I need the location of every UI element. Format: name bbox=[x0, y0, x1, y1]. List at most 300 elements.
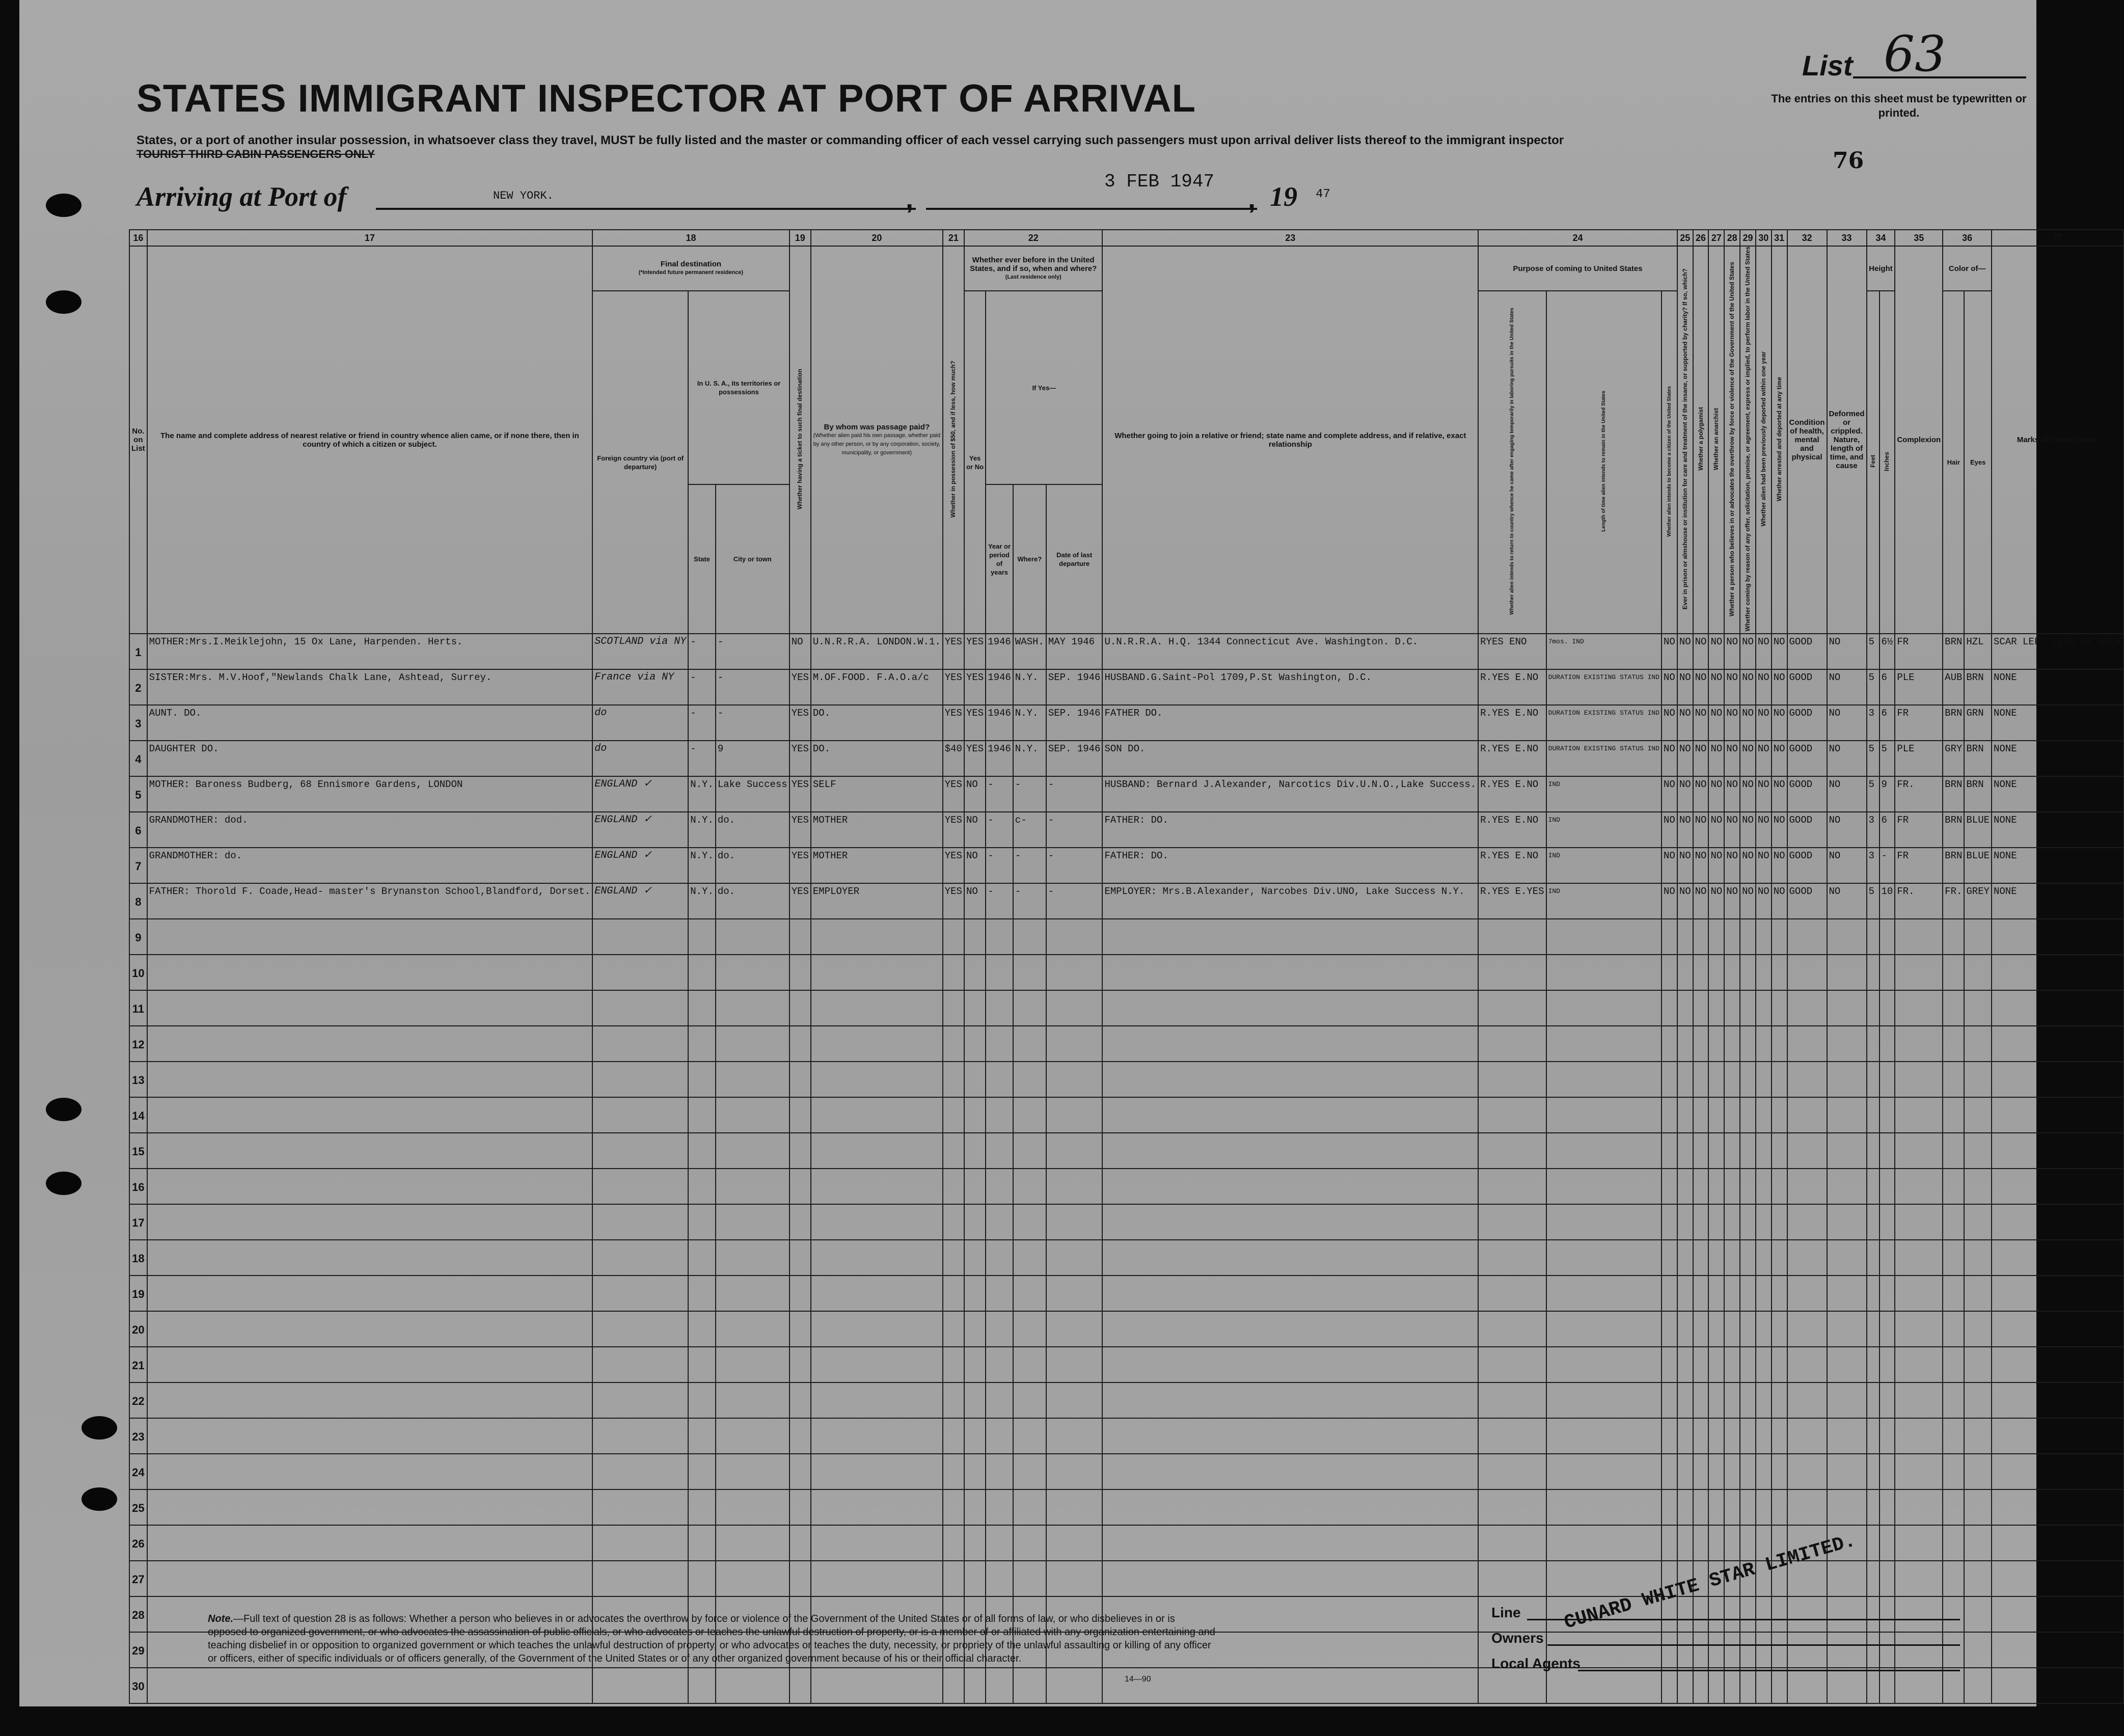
q31-cell: NO bbox=[1772, 741, 1787, 776]
blank-row bbox=[129, 1097, 2123, 1133]
polygamist-cell: NO bbox=[1693, 883, 1709, 919]
header-c28: Whether a person who believes in or advocates the overthrow by force or violence of the Government of the United States bbox=[1724, 246, 1740, 634]
empty-cell bbox=[147, 1382, 593, 1418]
empty-cell bbox=[789, 1382, 811, 1418]
empty-cell bbox=[1880, 1347, 1895, 1382]
empty-cell bbox=[1662, 1418, 1677, 1454]
foreign-country-cell: ENGLAND ✓ bbox=[592, 883, 688, 919]
row-number: 2 bbox=[129, 669, 147, 705]
purpose-c-cell: NO bbox=[1662, 669, 1677, 705]
empty-cell bbox=[1046, 990, 1103, 1026]
empty-cell bbox=[1693, 1454, 1709, 1489]
page-number: 76 bbox=[1833, 148, 1864, 174]
empty-cell bbox=[1964, 1311, 1992, 1347]
empty-cell bbox=[716, 1561, 789, 1596]
empty-cell bbox=[1867, 1347, 1880, 1382]
empty-cell bbox=[1693, 1525, 1709, 1561]
before-us-cell: NO bbox=[964, 812, 986, 848]
empty-cell bbox=[986, 1026, 1013, 1062]
empty-cell bbox=[964, 1133, 986, 1169]
empty-cell bbox=[592, 1418, 688, 1454]
empty-cell bbox=[1546, 1489, 1662, 1525]
empty-cell bbox=[1867, 1454, 1880, 1489]
blank-row bbox=[129, 919, 2123, 955]
empty-cell bbox=[1708, 1097, 1724, 1133]
money-cell: $40 bbox=[943, 741, 964, 776]
year-cell: 1946 bbox=[986, 669, 1013, 705]
list-label: List bbox=[1802, 49, 1853, 82]
blank-row bbox=[129, 1418, 2123, 1454]
header-c26: Whether a polygamist bbox=[1693, 246, 1709, 634]
empty-cell bbox=[1740, 1418, 1756, 1454]
empty-cell bbox=[1964, 955, 1992, 990]
anarchist-cell: NO bbox=[1708, 776, 1724, 812]
q28-cell: NO bbox=[1724, 634, 1740, 669]
empty-cell bbox=[1880, 919, 1895, 955]
row-number: 18 bbox=[129, 1240, 147, 1276]
empty-cell bbox=[1662, 1133, 1677, 1169]
empty-cell bbox=[811, 919, 943, 955]
empty-cell bbox=[1895, 1382, 1943, 1418]
row-number: 1 bbox=[129, 634, 147, 669]
empty-cell bbox=[1708, 1276, 1724, 1311]
empty-cell bbox=[986, 1276, 1013, 1311]
column-number: 21 bbox=[943, 230, 964, 246]
empty-cell bbox=[1013, 1382, 1046, 1418]
empty-cell bbox=[1964, 1668, 1992, 1703]
empty-cell bbox=[1013, 955, 1046, 990]
empty-cell bbox=[1740, 1596, 1756, 1632]
empty-cell bbox=[1708, 1204, 1724, 1240]
form-number: 14—90 bbox=[1125, 1675, 1151, 1684]
empty-cell bbox=[1478, 1489, 1546, 1525]
empty-cell bbox=[943, 1489, 964, 1525]
purpose-c-cell: NO bbox=[1662, 812, 1677, 848]
empty-cell bbox=[1478, 1561, 1546, 1596]
empty-cell bbox=[964, 1169, 986, 1204]
blank-row bbox=[129, 1382, 2123, 1418]
empty-cell bbox=[1013, 1561, 1046, 1596]
empty-cell bbox=[1662, 1026, 1677, 1062]
empty-cell bbox=[1677, 1204, 1693, 1240]
empty-cell bbox=[1895, 919, 1943, 955]
row-number: 5 bbox=[129, 776, 147, 812]
empty-cell bbox=[986, 1668, 1013, 1703]
empty-cell bbox=[1724, 1382, 1740, 1418]
empty-cell bbox=[1478, 955, 1546, 990]
ticket-cell: YES bbox=[789, 776, 811, 812]
empty-cell bbox=[1827, 955, 1867, 990]
empty-cell bbox=[1943, 1240, 1964, 1276]
column-number: 30 bbox=[1756, 230, 1772, 246]
hair-cell: BRN bbox=[1943, 705, 1964, 741]
blank-row bbox=[129, 955, 2123, 990]
empty-cell bbox=[1895, 990, 1943, 1026]
empty-cell bbox=[1756, 1454, 1772, 1489]
blank-row bbox=[129, 1454, 2123, 1489]
empty-cell bbox=[592, 1169, 688, 1204]
empty-cell bbox=[1787, 1169, 1827, 1204]
empty-cell bbox=[1756, 1382, 1772, 1418]
empty-cell bbox=[1867, 1311, 1880, 1347]
empty-cell bbox=[811, 1454, 943, 1489]
empty-cell bbox=[1724, 1596, 1740, 1632]
empty-cell bbox=[1964, 1204, 1992, 1240]
empty-cell bbox=[1943, 1454, 1964, 1489]
empty-cell bbox=[688, 1525, 716, 1561]
empty-cell bbox=[1013, 1204, 1046, 1240]
empty-cell bbox=[1693, 1062, 1709, 1097]
empty-cell bbox=[147, 1525, 593, 1561]
empty-cell bbox=[1677, 1026, 1693, 1062]
year-suffix: 47 bbox=[1316, 187, 1330, 201]
arriving-label: Arriving at Port of bbox=[137, 181, 347, 212]
eyes-cell: BLUE bbox=[1964, 848, 1992, 883]
empty-cell bbox=[1677, 1347, 1693, 1382]
year-cell: - bbox=[986, 883, 1013, 919]
empty-cell bbox=[1964, 1062, 1992, 1097]
q29-cell: NO bbox=[1740, 669, 1756, 705]
passage-paid-cell: U.N.R.R.A. LONDON.W.1. bbox=[811, 634, 943, 669]
empty-cell bbox=[789, 1204, 811, 1240]
empty-cell bbox=[1880, 1596, 1895, 1632]
departure-cell: - bbox=[1046, 883, 1103, 919]
anarchist-cell: NO bbox=[1708, 634, 1724, 669]
empty-cell bbox=[1772, 1097, 1787, 1133]
anarchist-cell: NO bbox=[1708, 741, 1724, 776]
empty-cell bbox=[1662, 1489, 1677, 1525]
empty-cell bbox=[1964, 1097, 1992, 1133]
empty-cell bbox=[964, 955, 986, 990]
purpose-c-cell: NO bbox=[1662, 741, 1677, 776]
q30-cell: NO bbox=[1756, 669, 1772, 705]
empty-cell bbox=[1880, 1668, 1895, 1703]
row-number: 25 bbox=[129, 1489, 147, 1525]
empty-cell bbox=[1943, 919, 1964, 955]
departure-cell: - bbox=[1046, 812, 1103, 848]
empty-cell bbox=[688, 1561, 716, 1596]
empty-cell bbox=[1827, 1311, 1867, 1347]
height-inches-cell: 6 bbox=[1880, 669, 1895, 705]
header-c30: Whether alien had been previously deported within one year bbox=[1756, 246, 1772, 634]
empty-cell bbox=[1867, 1561, 1880, 1596]
empty-cell bbox=[716, 1026, 789, 1062]
purpose-a-cell: R.YES E.NO bbox=[1478, 669, 1546, 705]
ticket-cell: YES bbox=[789, 848, 811, 883]
empty-cell bbox=[1693, 1311, 1709, 1347]
empty-cell bbox=[1677, 1240, 1693, 1276]
empty-cell bbox=[1662, 1097, 1677, 1133]
empty-cell bbox=[1964, 1454, 1992, 1489]
empty-cell bbox=[716, 1525, 789, 1561]
header-c25: Ever in prison or almshouse or institution for care and treatment of the insane, or supported by charity? If so, which? bbox=[1677, 246, 1693, 634]
height-feet-cell: 3 bbox=[1867, 705, 1880, 741]
complexion-cell: FR bbox=[1895, 705, 1943, 741]
empty-cell bbox=[1693, 1026, 1709, 1062]
empty-cell bbox=[1992, 1561, 2123, 1596]
empty-cell bbox=[1662, 1276, 1677, 1311]
empty-cell bbox=[147, 1097, 593, 1133]
q31-cell: NO bbox=[1772, 669, 1787, 705]
port-line bbox=[376, 208, 916, 210]
empty-cell bbox=[1693, 1632, 1709, 1668]
empty-cell bbox=[1740, 1204, 1756, 1240]
empty-cell bbox=[1013, 919, 1046, 955]
row-number: 19 bbox=[129, 1276, 147, 1311]
purpose-b-cell: DURATION EXISTING STATUS IND bbox=[1546, 705, 1662, 741]
empty-cell bbox=[716, 1062, 789, 1097]
empty-cell bbox=[1943, 990, 1964, 1026]
height-feet-cell: 5 bbox=[1867, 741, 1880, 776]
health-cell: GOOD bbox=[1787, 883, 1827, 919]
empty-cell bbox=[1546, 1311, 1662, 1347]
marks-cell: SCAR LEFT SIDE OF NECK bbox=[1992, 634, 2123, 669]
empty-cell bbox=[1724, 1454, 1740, 1489]
empty-cell bbox=[1677, 1276, 1693, 1311]
empty-cell bbox=[147, 1347, 593, 1382]
empty-cell bbox=[147, 1026, 593, 1062]
money-cell: YES bbox=[943, 705, 964, 741]
empty-cell bbox=[147, 1062, 593, 1097]
empty-cell bbox=[1880, 1240, 1895, 1276]
deformed-cell: NO bbox=[1827, 883, 1867, 919]
empty-cell bbox=[1992, 1596, 2123, 1632]
empty-cell bbox=[1724, 1062, 1740, 1097]
empty-cell bbox=[147, 1454, 593, 1489]
relative-cell: FATHER: Thorold F. Coade,Head- master's Brynanston School,Blandford, Dorset. bbox=[147, 883, 593, 919]
empty-cell bbox=[1756, 955, 1772, 990]
empty-cell bbox=[1867, 1204, 1880, 1240]
empty-cell bbox=[688, 955, 716, 990]
empty-cell bbox=[1693, 1097, 1709, 1133]
empty-cell bbox=[592, 1668, 688, 1703]
marks-cell: NONE bbox=[1992, 883, 2123, 919]
empty-cell bbox=[1827, 990, 1867, 1026]
empty-cell bbox=[1546, 1062, 1662, 1097]
empty-cell bbox=[1708, 1454, 1724, 1489]
empty-cell bbox=[986, 1169, 1013, 1204]
empty-cell bbox=[1740, 919, 1756, 955]
empty-cell bbox=[943, 1418, 964, 1454]
height-feet-cell: 5 bbox=[1867, 776, 1880, 812]
header-complexion: Complexion bbox=[1895, 246, 1943, 634]
empty-cell bbox=[1787, 1097, 1827, 1133]
row-number: 6 bbox=[129, 812, 147, 848]
empty-cell bbox=[1546, 1097, 1662, 1133]
empty-cell bbox=[592, 1133, 688, 1169]
q28-cell: NO bbox=[1724, 669, 1740, 705]
row-number: 28 bbox=[129, 1596, 147, 1632]
empty-cell bbox=[1867, 1062, 1880, 1097]
height-feet-cell: 5 bbox=[1867, 883, 1880, 919]
empty-cell bbox=[1943, 1311, 1964, 1347]
height-inches-cell: 6 bbox=[1880, 705, 1895, 741]
empty-cell bbox=[1787, 1418, 1827, 1454]
empty-cell bbox=[943, 1311, 964, 1347]
empty-cell bbox=[1478, 1097, 1546, 1133]
empty-cell bbox=[1708, 1062, 1724, 1097]
empty-cell bbox=[1827, 1169, 1867, 1204]
height-inches-cell: 5 bbox=[1880, 741, 1895, 776]
column-number: 26 bbox=[1693, 230, 1709, 246]
header-relative: The name and complete address of nearest relative or friend in country whence alien came, or if none there, then in country of which a citizen or subject. bbox=[147, 246, 593, 634]
empty-cell bbox=[1724, 1026, 1740, 1062]
empty-cell bbox=[592, 1240, 688, 1276]
empty-cell bbox=[1013, 1418, 1046, 1454]
empty-cell bbox=[1827, 1240, 1867, 1276]
before-us-cell: NO bbox=[964, 776, 986, 812]
empty-cell bbox=[1895, 1489, 1943, 1525]
join-relative-cell: FATHER: DO. bbox=[1102, 812, 1478, 848]
empty-cell bbox=[716, 1418, 789, 1454]
q29-cell: NO bbox=[1740, 776, 1756, 812]
join-relative-cell: FATHER: DO. bbox=[1102, 848, 1478, 883]
empty-cell bbox=[1662, 1668, 1677, 1703]
empty-cell bbox=[1787, 1454, 1827, 1489]
empty-cell bbox=[1772, 1632, 1787, 1668]
empty-cell bbox=[1943, 1596, 1964, 1632]
empty-cell bbox=[592, 1382, 688, 1418]
anarchist-cell: NO bbox=[1708, 848, 1724, 883]
empty-cell bbox=[1102, 1418, 1478, 1454]
empty-cell bbox=[1880, 1133, 1895, 1169]
empty-cell bbox=[1756, 1418, 1772, 1454]
empty-cell bbox=[1756, 1596, 1772, 1632]
empty-cell bbox=[1708, 1311, 1724, 1347]
q30-cell: NO bbox=[1756, 705, 1772, 741]
empty-cell bbox=[1964, 1347, 1992, 1382]
empty-cell bbox=[1724, 1418, 1740, 1454]
height-feet-cell: 5 bbox=[1867, 634, 1880, 669]
empty-cell bbox=[811, 1133, 943, 1169]
foreign-country-cell: do bbox=[592, 705, 688, 741]
where-cell: - bbox=[1013, 848, 1046, 883]
column-number: 37 bbox=[1992, 230, 2123, 246]
footer-note: Note.—Full text of question 28 is as follows: Whether a person who believes in or advocates the overthrow by force or violence of the Government of the United States or of all forms of law, or who disbelieves in or is opposed to organized government, or who advocates the assassination of public officials, or who advocates or teaches the unlawful destruction of property, or is a member of or affiliated with any organization entertaining and teaching disbelief in or opposition to organized government or which teaches the unlawful destruction of property, or who advocates or teaches the duty, necessity, or propriety of the unlawful assaulting or killing of any officer or officers, either of specific individuals or of officers generally, of the Government of the United States or of any other organized government because of his or their official character. bbox=[208, 1613, 1215, 1664]
empty-cell bbox=[716, 1097, 789, 1133]
empty-cell bbox=[1013, 990, 1046, 1026]
empty-cell bbox=[147, 919, 593, 955]
header-join-relative: Whether going to join a relative or friend; state name and complete address, and if relative, exact relationship bbox=[1102, 246, 1478, 634]
empty-cell bbox=[1992, 990, 2123, 1026]
empty-cell bbox=[1013, 1062, 1046, 1097]
eyes-cell: BRN bbox=[1964, 776, 1992, 812]
empty-cell bbox=[1102, 1489, 1478, 1525]
empty-cell bbox=[1478, 1347, 1546, 1382]
empty-cell bbox=[1478, 919, 1546, 955]
polygamist-cell: NO bbox=[1693, 741, 1709, 776]
header-state: State bbox=[688, 484, 716, 634]
empty-cell bbox=[1756, 1133, 1772, 1169]
ticket-cell: YES bbox=[789, 741, 811, 776]
empty-cell bbox=[1895, 1525, 1943, 1561]
health-cell: GOOD bbox=[1787, 634, 1827, 669]
empty-cell bbox=[943, 1668, 964, 1703]
city-cell: 9 bbox=[716, 741, 789, 776]
empty-cell bbox=[986, 990, 1013, 1026]
city-cell: do. bbox=[716, 848, 789, 883]
empty-cell bbox=[1964, 1276, 1992, 1311]
year-cell: 1946 bbox=[986, 634, 1013, 669]
eyes-cell: BLUE bbox=[1964, 812, 1992, 848]
table-row bbox=[129, 741, 2123, 776]
purpose-a-cell: R.YES E.YES bbox=[1478, 883, 1546, 919]
empty-cell bbox=[1756, 919, 1772, 955]
empty-cell bbox=[1740, 955, 1756, 990]
owners-field bbox=[1547, 1644, 1960, 1646]
year-cell: - bbox=[986, 848, 1013, 883]
empty-cell bbox=[964, 1489, 986, 1525]
column-number: 29 bbox=[1740, 230, 1756, 246]
empty-cell bbox=[964, 1525, 986, 1561]
q30-cell: NO bbox=[1756, 883, 1772, 919]
table-row bbox=[129, 634, 2123, 669]
binder-hole bbox=[81, 1416, 117, 1440]
row-number: 15 bbox=[129, 1133, 147, 1169]
empty-cell bbox=[943, 1169, 964, 1204]
empty-cell bbox=[1992, 1525, 2123, 1561]
empty-cell bbox=[1827, 1632, 1867, 1668]
deformed-cell: NO bbox=[1827, 812, 1867, 848]
q30-cell: NO bbox=[1756, 848, 1772, 883]
empty-cell bbox=[1867, 919, 1880, 955]
row-number: 30 bbox=[129, 1668, 147, 1703]
empty-cell bbox=[1102, 919, 1478, 955]
header-foreign-country: Foreign country via (port of departure) bbox=[592, 291, 688, 634]
empty-cell bbox=[789, 990, 811, 1026]
column-number: 35 bbox=[1895, 230, 1943, 246]
empty-cell bbox=[1787, 1668, 1827, 1703]
q30-cell: NO bbox=[1756, 634, 1772, 669]
empty-cell bbox=[1867, 1525, 1880, 1561]
passage-paid-cell: MOTHER bbox=[811, 848, 943, 883]
empty-cell bbox=[986, 1240, 1013, 1276]
empty-cell bbox=[811, 1097, 943, 1133]
empty-cell bbox=[1013, 1026, 1046, 1062]
binder-hole bbox=[46, 290, 81, 314]
empty-cell bbox=[943, 955, 964, 990]
empty-cell bbox=[147, 1204, 593, 1240]
empty-cell bbox=[1880, 1204, 1895, 1240]
height-feet-cell: 3 bbox=[1867, 812, 1880, 848]
row-number: 9 bbox=[129, 919, 147, 955]
empty-cell bbox=[1046, 1382, 1103, 1418]
empty-cell bbox=[1772, 1311, 1787, 1347]
empty-cell bbox=[986, 1525, 1013, 1561]
manifest-sheet bbox=[19, 0, 2121, 1706]
where-cell: - bbox=[1013, 883, 1046, 919]
q25-cell: NO bbox=[1677, 705, 1693, 741]
empty-cell bbox=[1740, 1026, 1756, 1062]
empty-cell bbox=[1867, 1026, 1880, 1062]
empty-cell bbox=[1992, 1276, 2123, 1311]
empty-cell bbox=[986, 1133, 1013, 1169]
row-number: 29 bbox=[129, 1632, 147, 1668]
empty-cell bbox=[1772, 919, 1787, 955]
empty-cell bbox=[1546, 1418, 1662, 1454]
empty-cell bbox=[789, 1097, 811, 1133]
empty-cell bbox=[789, 1311, 811, 1347]
empty-cell bbox=[1943, 1169, 1964, 1204]
empty-cell bbox=[1992, 1097, 2123, 1133]
empty-cell bbox=[1880, 1311, 1895, 1347]
height-inches-cell: - bbox=[1880, 848, 1895, 883]
q29-cell: NO bbox=[1740, 705, 1756, 741]
empty-cell bbox=[1992, 1418, 2123, 1454]
table-row bbox=[129, 705, 2123, 741]
empty-cell bbox=[1724, 1311, 1740, 1347]
eyes-cell: BRN bbox=[1964, 741, 1992, 776]
